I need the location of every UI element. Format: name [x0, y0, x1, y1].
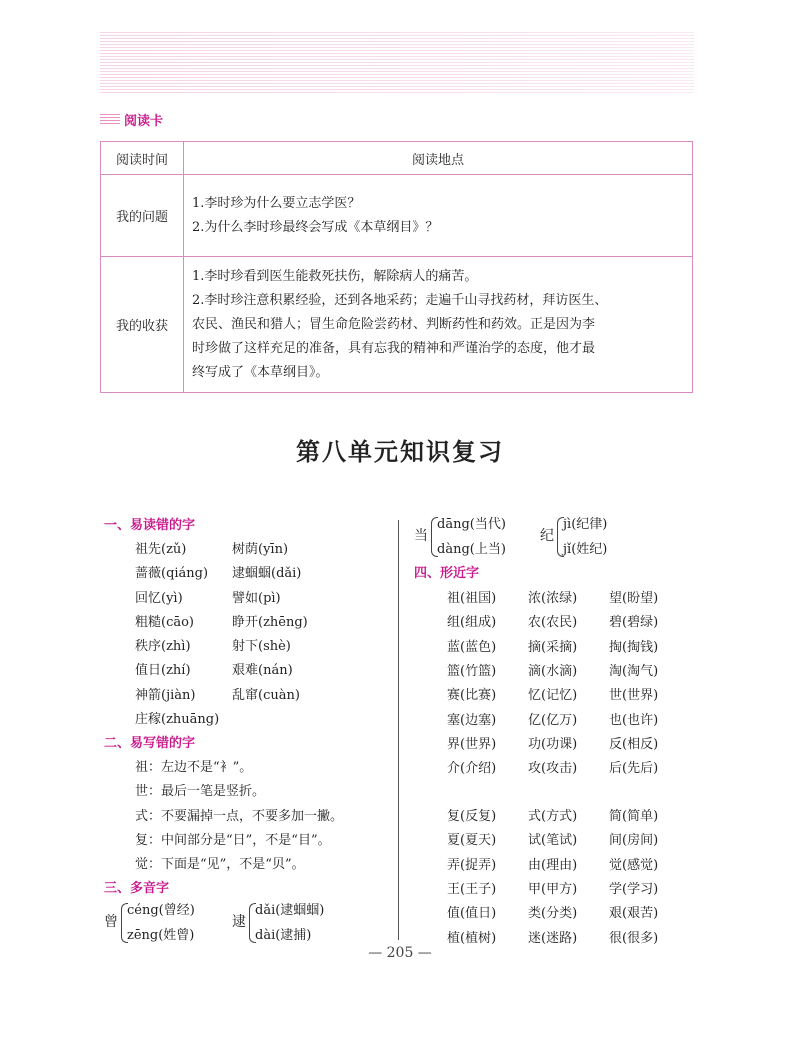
- polyphone-reading: dāng(当代): [437, 517, 506, 532]
- similar-char-pair: 也(也许): [609, 712, 659, 728]
- similar-char-pair: 王(王子): [447, 881, 497, 897]
- page-number: — 205 —: [368, 945, 432, 961]
- gain-line: 1.李时珍看到医生能救死扶伤，解除病人的痛苦。: [192, 268, 478, 284]
- section3-heading: 三、多音字: [104, 881, 170, 896]
- similar-char-pair: 类(分类): [528, 906, 578, 922]
- reading-card-label: 阅读卡: [100, 110, 163, 129]
- similar-char-pair: 农(农民): [528, 615, 578, 631]
- word-item: 譬如(pì): [232, 591, 281, 606]
- word-item: 逮蝈蝈(dǎi): [232, 566, 302, 581]
- polyphone-reading: dàng(上当): [437, 542, 506, 557]
- similar-char-pair: 学(学习): [609, 881, 659, 897]
- similar-char-pair: 祖(祖国): [447, 591, 497, 606]
- question-line: 1.李时珍为什么要立志学医？: [192, 195, 361, 211]
- similar-char-pair: 浓(浓绿): [528, 591, 578, 606]
- similar-char-pair: 界(世界): [447, 736, 497, 752]
- similar-char-pair: 篮(竹篮): [447, 663, 497, 679]
- card-header-row: [101, 142, 693, 175]
- polyphone-reading: zēng(姓曾): [127, 928, 195, 943]
- similar-char-pair: 介(介绍): [447, 761, 497, 777]
- reading-place-cell: 阅读地点: [184, 142, 693, 175]
- polyphone-reading: dài(逮捕): [255, 928, 312, 943]
- polyphone-reading: jì(纪律): [563, 517, 608, 532]
- rule-line: 复：中间部分是“日”，不是“目”。: [135, 833, 331, 848]
- word-item: 乱窜(cuàn): [232, 688, 300, 703]
- similar-char-pair: 甲(甲方): [528, 881, 578, 897]
- page-title: 第八单元知识复习: [296, 437, 504, 466]
- similar-char-pair: 世(世界): [609, 688, 659, 704]
- gain-line: 时珍做了这样充足的准备，具有忘我的精神和严谨治学的态度，他才最: [192, 340, 596, 356]
- word-item: 神箭(jiàn): [135, 688, 196, 703]
- similar-char-pair: 忆(记忆): [528, 688, 578, 704]
- column-divider: [398, 520, 399, 940]
- similar-char-pair: 滴(水滴): [528, 663, 578, 679]
- polyphone-char: 纪: [540, 528, 554, 544]
- similar-char-pair: 蓝(蓝色): [447, 639, 497, 655]
- similar-char-pair: 后(先后): [609, 761, 659, 777]
- similar-char-pair: 间(房间): [609, 833, 659, 849]
- rule-line: 祖：左边不是“衤”。: [135, 760, 253, 775]
- similar-char-pair: 试(笔试): [528, 833, 578, 849]
- card-gains-row: [101, 257, 693, 393]
- similar-char-pair: 摘(采摘): [528, 639, 578, 655]
- questions-content: [184, 175, 693, 257]
- polyphone-reading: jǐ(姓纪): [563, 542, 608, 557]
- word-item: 射下(shè): [232, 639, 291, 654]
- gain-line: 终写成了《本草纲目》。: [192, 364, 329, 380]
- section4-heading: 四、形近字: [414, 566, 480, 581]
- gain-line: 农民、渔民和猎人；冒生命危险尝药材、判断药性和药效。正是因为李: [192, 316, 596, 332]
- reading-time-cell: 阅读时间: [101, 142, 184, 175]
- similar-char-pair: 碧(碧绿): [609, 615, 659, 631]
- word-item: 粗糙(cāo): [135, 615, 195, 630]
- similar-char-pair: 复(反复): [447, 809, 497, 824]
- questions-label: 我的问题: [101, 175, 184, 257]
- gain-line: 2.李时珍注意积累经验，还到各地采药；走遍千山寻找药材，拜访医生、: [192, 292, 608, 308]
- word-item: 祖先(zǔ): [135, 542, 187, 557]
- rule-line: 觉：下面是“见”，不是“贝”。: [135, 857, 305, 872]
- polyphone-char: 当: [414, 528, 428, 544]
- reading-card-table: [100, 141, 693, 393]
- similar-char-pair: 功(功课): [528, 736, 578, 752]
- word-item: 树荫(yīn): [232, 542, 289, 557]
- similar-char-pair: 弄(捉弄): [447, 857, 497, 873]
- similar-char-pair: 组(组成): [447, 615, 497, 631]
- section2-heading: 二、易写错的字: [104, 736, 196, 751]
- header-banner-fade: [100, 32, 694, 94]
- card-questions-row: [101, 175, 693, 257]
- similar-char-pair: 赛(比赛): [447, 688, 497, 704]
- similar-char-pair: 值(值日): [447, 906, 497, 922]
- rule-line: 世：最后一笔是竖折。: [135, 784, 266, 799]
- similar-char-pair: 艰(艰苦): [609, 906, 659, 922]
- similar-char-pair: 亿(亿万): [528, 712, 578, 728]
- similar-char-pair: 植(植树): [447, 930, 497, 946]
- word-item: 回忆(yì): [135, 591, 183, 606]
- rule-line: 式：不要漏掉一点，不要多加一撇。: [135, 809, 344, 824]
- similar-char-pair: 攻(攻击): [528, 761, 578, 777]
- word-item: 蔷薇(qiáng): [135, 566, 209, 581]
- word-item: 庄稼(zhuāng): [135, 712, 220, 727]
- question-line: 2.为什么李时珍最终会写成《本草纲目》？: [192, 219, 439, 235]
- similar-char-pair: 掏(掏钱): [609, 639, 659, 655]
- similar-char-pair: 夏(夏天): [447, 833, 497, 849]
- word-item: 秩序(zhì): [135, 639, 191, 654]
- polyphone-char: 逮: [232, 914, 246, 930]
- similar-char-pair: 反(相反): [609, 736, 659, 752]
- similar-char-pair: 由(理由): [528, 857, 578, 873]
- gains-label: 我的收获: [101, 257, 184, 393]
- polyphone-reading: dǎi(逮蝈蝈): [255, 903, 325, 918]
- gains-content: [184, 257, 693, 393]
- similar-char-pair: 式(方式): [528, 809, 578, 824]
- similar-char-pair: 淘(淘气): [609, 663, 659, 679]
- polyphone-reading: céng(曾经): [127, 903, 195, 918]
- word-item: 艰难(nán): [232, 663, 293, 678]
- similar-char-pair: 简(简单): [609, 809, 659, 824]
- polyphone-char: 曾: [104, 914, 118, 930]
- similar-char-pair: 迷(迷路): [528, 930, 578, 946]
- similar-char-pair: 望(盼望): [609, 591, 659, 606]
- word-item: 值日(zhí): [135, 663, 191, 678]
- similar-char-pair: 很(很多): [609, 930, 659, 946]
- similar-char-pair: 塞(边塞): [447, 712, 497, 728]
- section1-heading: 一、易读错的字: [104, 518, 196, 533]
- word-item: 睁开(zhēng): [232, 615, 308, 630]
- similar-char-pair: 觉(感觉): [609, 857, 659, 873]
